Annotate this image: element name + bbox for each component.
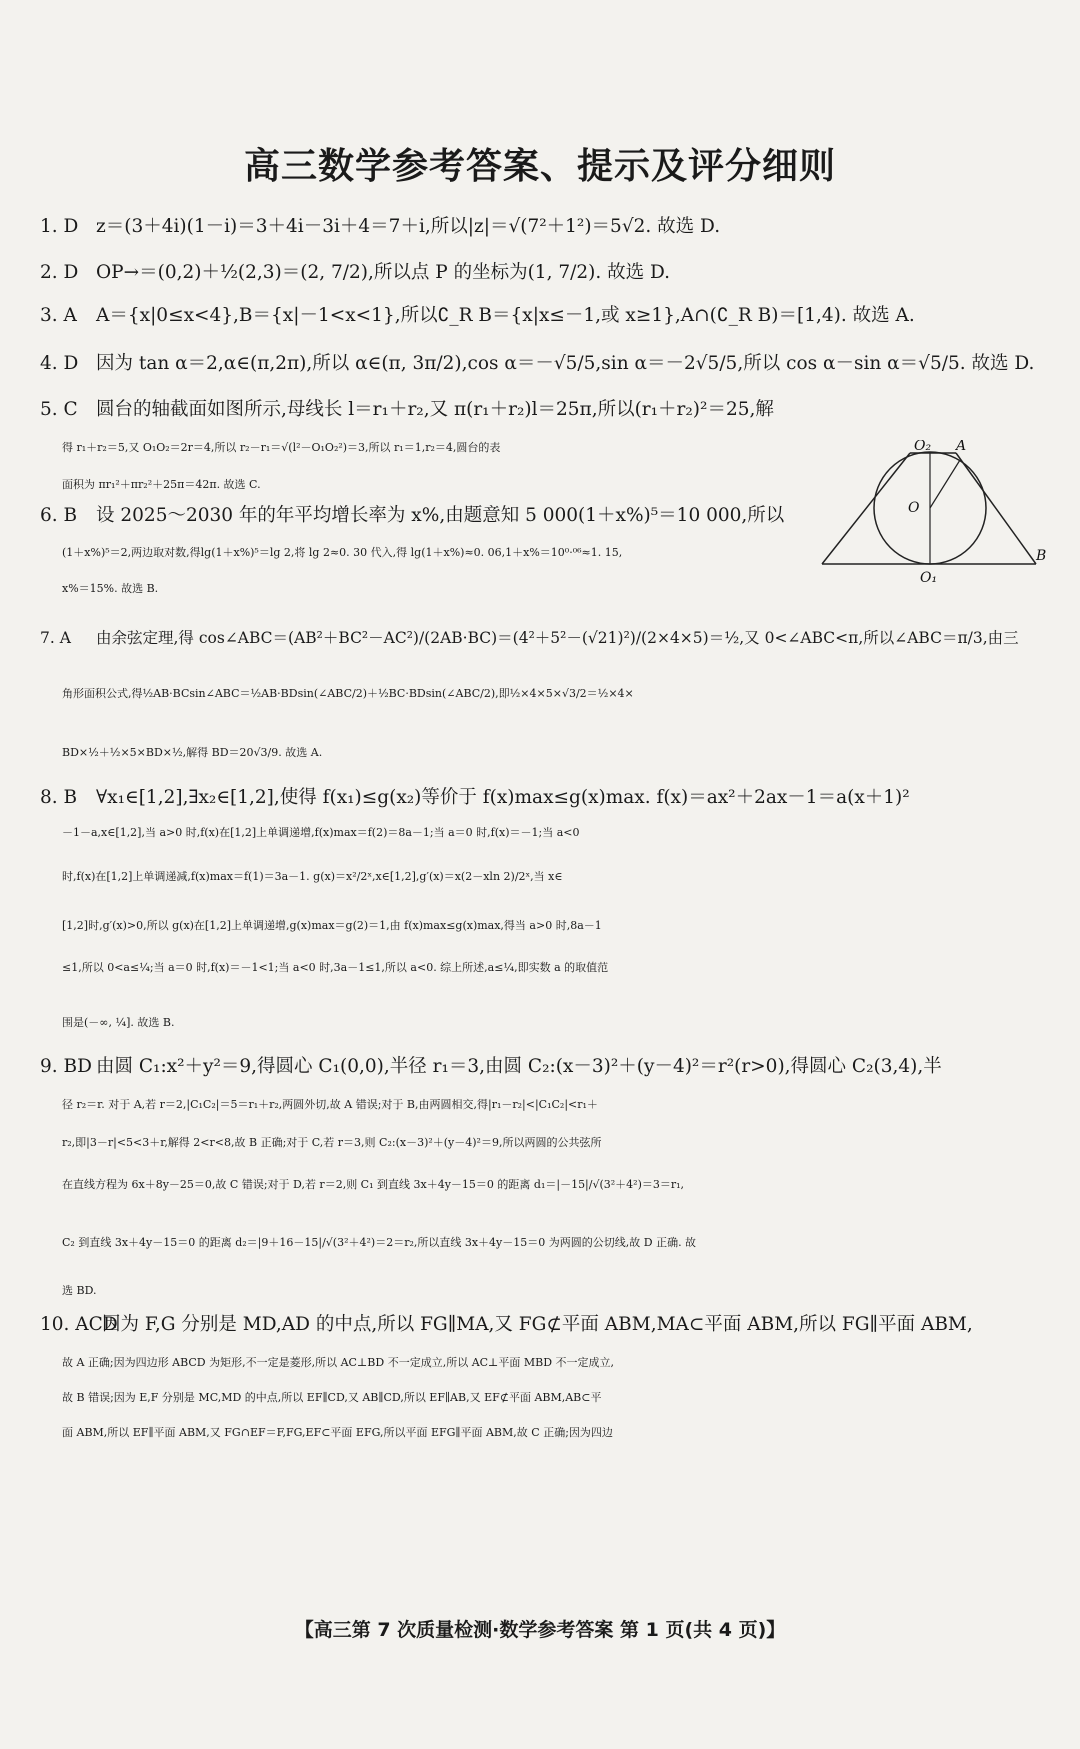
label-b: B <box>1036 548 1046 564</box>
answer-text: 故 B 错误;因为 E,F 分别是 MC,MD 的中点,所以 EF∥CD,又 AB∥CD,所以 EF∥AB,又 EF⊄平面 ABM,AB⊂平 <box>62 1391 602 1404</box>
label-a: A <box>956 440 967 454</box>
answer-text: (1＋x%)⁵＝2,两边取对数,得lg(1＋x%)⁵＝lg 2,将 lg 2≈0. 30 代入,得 lg(1＋x%)≈0. 06,1＋x%＝10⁰·⁰⁶≈1. 15, <box>62 546 623 559</box>
answer-line <box>40 435 822 461</box>
answer-text: 围是(－∞, ¼]. 故选 B. <box>62 1016 175 1029</box>
answer-text: 得 r₁＋r₂＝5,又 O₁O₂＝2r＝4,所以 r₂－r₁＝√(l²－O₁O₂²)＝3,所以 r₁＝1,r₂＝4,圆台的表 <box>62 441 501 454</box>
answer-text: r₂,即|3－r|<5<3＋r,解得 2<r<8,故 B 正确;对于 C,若 r＝3,则 C₂:(x－3)²＋(y－4)²＝9,所以两圆的公共弦所 <box>62 1136 602 1149</box>
answer-text: 设 2025～2030 年的年平均增长率为 x%,由题意知 5 000(1＋x%)⁵＝10 000,所以 <box>96 505 785 526</box>
answer-line <box>40 1172 1062 1198</box>
answer-line <box>40 1278 1062 1304</box>
answer-text: BD×½＋½×5×BD×½,解得 BD＝20√3/9. 故选 A. <box>62 746 323 759</box>
answer-text: 由余弦定理,得 cos∠ABC＝(AB²＋BC²－AC²)/(2AB·BC)＝(4²＋5²－(√21)²)/(2×4×5)＝½,又 0<∠ABC<π,所以∠ABC＝π/3,由三 <box>96 629 1019 647</box>
answer-text: 面 ABM,所以 EF∥平面 ABM,又 FG∩EF＝F,FG,EF⊂平面 EFG,所以平面 EFG∥平面 ABM,故 C 正确;因为四边 <box>62 1426 613 1439</box>
answer-text: 在直线方程为 6x＋8y－25＝0,故 C 错误;对于 D,若 r＝2,则 C₁ 到直线 3x＋4y－15＝0 的距离 d₁＝|－15|/√(3²＋4²)＝3＝r₁, <box>62 1178 685 1191</box>
question-number: 10. ACD <box>40 1314 118 1335</box>
answer-line <box>40 785 1040 811</box>
page-title: 高三数学参考答案、提示及评分细则 <box>243 146 836 187</box>
answer-text: 圆台的轴截面如图所示,母线长 l＝r₁＋r₂,又 π(r₁＋r₂)l＝25π,所以(r₁＋r₂)²＝25,解 <box>96 399 774 420</box>
answer-text: OP→＝(0,2)＋½(2,3)＝(2, 7/2),所以点 P 的坐标为(1, 7/2). 故选 D. <box>96 262 671 283</box>
answer-text: 由圆 C₁:x²＋y²＝9,得圆心 C₁(0,0),半径 r₁＝3,由圆 C₂:(x－3)²＋(y－4)²＝r²(r>0),得圆心 C₂(3,4),半 <box>96 1056 942 1077</box>
answer-line <box>40 864 1062 890</box>
answer-line <box>40 1010 1062 1036</box>
answer-line <box>40 1350 1062 1376</box>
label-o1: O₁ <box>920 570 938 585</box>
question-number: 5. C <box>40 399 78 420</box>
answer-line <box>40 740 1062 766</box>
question-number: 2. D <box>40 262 79 283</box>
answer-line <box>40 1092 1062 1118</box>
answer-text: 因为 F,G 分别是 MD,AD 的中点,所以 FG∥MA,又 FG⊄平面 ABM,MA⊂平面 ABM,所以 FG∥平面 ABM, <box>102 1314 973 1335</box>
answer-line <box>40 955 1062 981</box>
answer-line <box>40 260 1040 286</box>
radius-oa <box>930 460 960 508</box>
answer-line <box>40 625 1040 651</box>
answer-text: C₂ 到直线 3x＋4y－15＝0 的距离 d₂＝|9＋16－15|/√(3²＋4²)＝2＝r₂,所以直线 3x＋4y－15＝0 为两圆的公切线,故 D 正确. 故 <box>62 1236 697 1249</box>
answer-text: A＝{x|0≤x<4},B＝{x|－1<x<1},所以∁_R B＝{x|x≤－1,或 x≥1},A∩(∁_R B)＝[1,4). 故选 A. <box>96 305 915 326</box>
question-number: 6. B <box>40 505 78 526</box>
answer-line <box>40 472 822 498</box>
question-number: 3. A <box>40 305 77 326</box>
answer-line <box>40 303 1040 329</box>
page-footer: 【高三第 7 次质量检测·数学参考答案 第 1 页(共 4 页)】 <box>294 1619 786 1641</box>
answer-line <box>40 1130 1062 1156</box>
question-number: 7. A <box>40 629 71 647</box>
answer-text: 故 A 正确;因为四边形 ABCD 为矩形,不一定是菱形,所以 AC⊥BD 不一定成立,所以 AC⊥平面 MBD 不一定成立, <box>62 1356 615 1369</box>
answer-line <box>40 351 1040 377</box>
frustum-diagram <box>810 440 1046 585</box>
answer-line <box>40 214 1040 240</box>
answer-text: 因为 tan α＝2,α∈(π,2π),所以 α∈(π, 3π/2),cos α＝－√5/5,sin α＝－2√5/5,所以 cos α－sin α＝√5/5. 故选 D. <box>96 353 1035 374</box>
answer-text: z＝(3＋4i)(1－i)＝3＋4i－3i＋4＝7＋i,所以|z|＝√(7²＋1²)＝5√2. 故选 D. <box>96 216 721 237</box>
label-o2: O₂ <box>914 440 932 454</box>
question-number: 4. D <box>40 353 79 374</box>
answer-text: 面积为 πr₁²＋πr₂²＋25π＝42π. 故选 C. <box>62 478 261 491</box>
answer-line <box>40 1420 1062 1446</box>
answer-line <box>40 681 1062 707</box>
question-number: 1. D <box>40 216 79 237</box>
answer-line <box>40 397 800 423</box>
frustum-section-figure <box>810 440 1046 585</box>
answer-text: 径 r₂＝r. 对于 A,若 r＝2,|C₁C₂|＝5＝r₁＋r₂,两圆外切,故 A 错误;对于 B,由两圆相交,得|r₁－r₂|<|C₁C₂|<r₁＋ <box>62 1098 598 1111</box>
answer-text: 选 BD. <box>62 1284 97 1297</box>
answer-text: ∀x₁∈[1,2],∃x₂∈[1,2],使得 f(x₁)≤g(x₂)等价于 f(x)max≤g(x)max. f(x)＝ax²＋2ax－1＝a(x＋1)² <box>96 787 910 808</box>
answer-line <box>40 1230 1062 1256</box>
frustum-right-edge <box>956 453 1036 564</box>
answer-line <box>40 913 1062 939</box>
answer-text: －1－a,x∈[1,2],当 a>0 时,f(x)在[1,2]上单调递增,f(x)max＝f(2)＝8a－1;当 a＝0 时,f(x)＝－1;当 a<0 <box>62 826 580 839</box>
label-o: O <box>908 500 920 516</box>
answer-line <box>40 503 800 529</box>
answer-text: ≤1,所以 0<a≤¼;当 a＝0 时,f(x)＝－1<1;当 a<0 时,3a－1≤1,所以 a<0. 综上所述,a≤¼,即实数 a 的取值范 <box>62 961 609 974</box>
answer-text: 时,f(x)在[1,2]上单调递减,f(x)max＝f(1)＝3a－1. g(x)＝x²/2ˣ,x∈[1,2],g′(x)＝x(2－xln 2)/2ˣ,当 x∈ <box>62 870 563 883</box>
answer-text: x%＝15%. 故选 B. <box>62 582 159 595</box>
answer-line <box>40 820 1062 846</box>
question-number: 9. BD <box>40 1056 92 1077</box>
answer-line <box>40 1312 1040 1338</box>
answer-text: [1,2]时,g′(x)>0,所以 g(x)在[1,2]上单调递增,g(x)max＝g(2)＝1,由 f(x)max≤g(x)max,得当 a>0 时,8a－1 <box>62 919 602 932</box>
answer-line <box>40 1385 1062 1411</box>
question-number: 8. B <box>40 787 78 808</box>
answer-text: 角形面积公式,得½AB·BCsin∠ABC＝½AB·BDsin(∠ABC/2)＋½BC·BDsin(∠ABC/2),即½×4×5×√3/2＝½×4× <box>62 687 634 700</box>
answer-line <box>40 1054 1040 1080</box>
frustum-left-edge <box>822 453 910 564</box>
